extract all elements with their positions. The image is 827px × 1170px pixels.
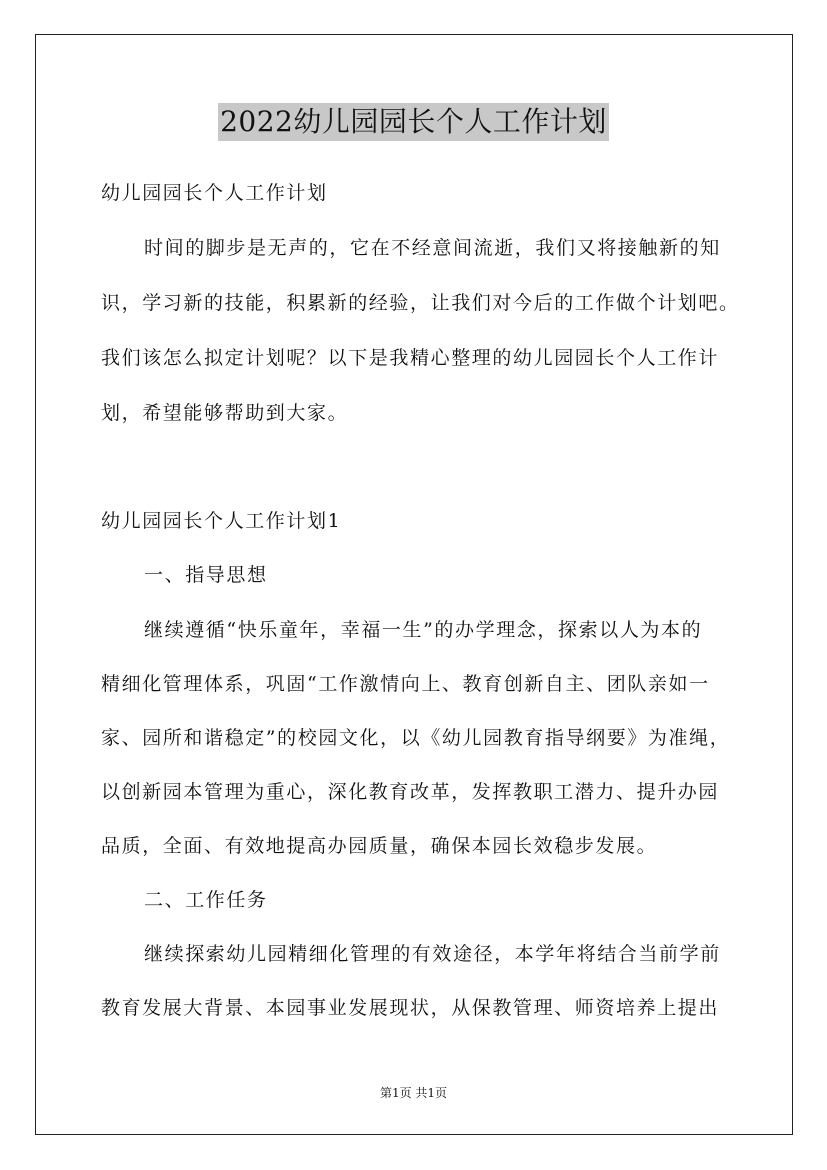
- paragraph-line: 继续遵循“快乐童年，幸福一生”的办学理念，探索以人为本的: [144, 619, 703, 641]
- title-container: [0, 103, 827, 141]
- paragraph-line: 精细化管理体系，巩固“工作激情向上、教育创新自主、团队亲如一: [101, 673, 710, 695]
- paragraph-line: 时间的脚步是无声的，它在不经意间流逝，我们又将接触新的知: [144, 237, 721, 259]
- paragraph-line: 教育发展大背景、本园事业发展现状，从保教管理、师资培养上提出: [101, 997, 720, 1019]
- heading-line: 幼儿园园长个人工作计划: [101, 182, 328, 204]
- paragraph-line: 品质，全面、有效地提高办园质量，确保本园长效稳步发展。: [101, 835, 658, 857]
- document-title: 2022幼儿园园长个人工作计划: [218, 103, 609, 141]
- paragraph-line: 划，希望能够帮助到大家。: [101, 402, 349, 424]
- section-heading: 幼儿园园长个人工作计划1: [101, 510, 342, 532]
- page-footer: 第1页 共1页: [379, 1086, 448, 1100]
- subsection-heading: 二、工作任务: [144, 889, 268, 911]
- paragraph-line: 以创新园本管理为重心，深化教育改革，发挥教职工潜力、提升办园: [101, 781, 720, 803]
- paragraph-line: 识，学习新的技能，积累新的经验，让我们对今后的工作做个计划吧。: [101, 292, 740, 314]
- paragraph-line: 我们该怎么拟定计划呢？以下是我精心整理的幼儿园园长个人工作计: [101, 347, 720, 369]
- subsection-heading: 一、指导思想: [144, 564, 268, 586]
- paragraph-line: 继续探索幼儿园精细化管理的有效途径，本学年将结合当前学前: [144, 943, 721, 965]
- paragraph-line: 家、园所和谐稳定”的校园文化，以《幼儿园教育指导纲要》为准绳，: [101, 727, 731, 749]
